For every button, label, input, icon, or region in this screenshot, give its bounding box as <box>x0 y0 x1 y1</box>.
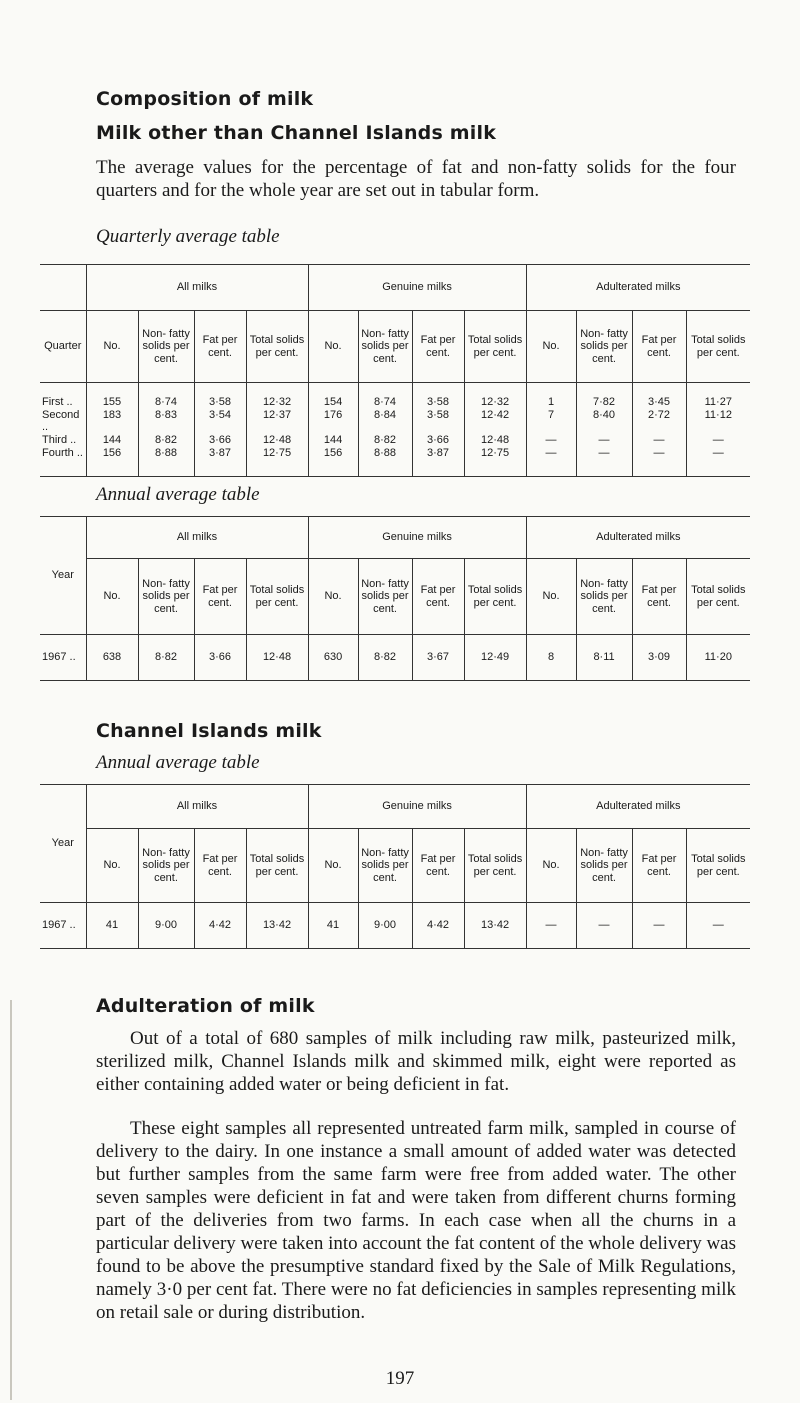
col-header-nonfatty: Non- fatty solids per cent. <box>358 829 412 903</box>
group-all-milks: All milks <box>86 785 308 829</box>
row-label: First .. <box>42 396 73 408</box>
table-cell: 7·82 <box>576 383 632 409</box>
table-cell: 183 <box>86 409 138 434</box>
table-cell: — <box>632 434 686 447</box>
col-header-fat: Fat per cent. <box>412 559 464 635</box>
table-cell: 3·58 <box>412 383 464 409</box>
col-header-total: Total solids per cent. <box>464 311 526 383</box>
group-genuine-milks: Genuine milks <box>308 265 526 311</box>
table-cell: 8·88 <box>358 447 412 477</box>
table-cell: 12·75 <box>464 447 526 477</box>
caption-annual: Annual average table <box>96 484 260 505</box>
row-label: Fourth .. <box>42 446 83 459</box>
table-cell: 4·42 <box>194 903 246 949</box>
table-cell: 638 <box>86 635 138 681</box>
table-cell: — <box>632 903 686 949</box>
col-header-nonfatty: Non- fatty solids per cent. <box>576 559 632 635</box>
col-header-nonfatty: Non- fatty solids per cent. <box>576 311 632 383</box>
col-header-total: Total solids per cent. <box>246 829 308 903</box>
table-cell: 1 <box>526 383 576 409</box>
col-header-fat: Fat per cent. <box>412 829 464 903</box>
blank-corner <box>40 265 86 311</box>
col-header-no: No. <box>308 559 358 635</box>
table-cell: 13·42 <box>464 903 526 949</box>
table-cell: 3·09 <box>632 635 686 681</box>
column-header-row <box>40 311 750 383</box>
heading-adulteration: Adulteration of milk <box>96 995 315 1017</box>
col-header-fat: Fat per cent. <box>632 311 686 383</box>
caption-ci-annual: Annual average table <box>96 752 260 773</box>
heading-other-than-ci: Milk other than Channel Islands milk <box>96 122 497 144</box>
table-cell: — <box>576 903 632 949</box>
table-cell: — <box>526 434 576 447</box>
table-cell: 8·84 <box>358 409 412 434</box>
ci-body <box>40 903 750 949</box>
row-label: Third .. <box>42 433 77 446</box>
table-cell: 41 <box>308 903 358 949</box>
col-header-no: No. <box>526 311 576 383</box>
table-cell: 4·42 <box>412 903 464 949</box>
col-header-nonfatty: Non- fatty solids per cent. <box>138 829 194 903</box>
row-label: 1967 .. <box>42 651 76 664</box>
table-cell: 13·42 <box>246 903 308 949</box>
table-cell: 8·83 <box>138 409 194 434</box>
col-header-no: No. <box>308 829 358 903</box>
row-label: 1967 .. <box>42 919 76 932</box>
heading-channel-islands: Channel Islands milk <box>96 720 322 742</box>
table-cell: 3·66 <box>194 635 246 681</box>
table-row <box>40 434 750 447</box>
table-cell: — <box>576 434 632 447</box>
col-header-total: Total solids per cent. <box>686 559 750 635</box>
col-header-total: Total solids per cent. <box>464 829 526 903</box>
col-header-fat: Fat per cent. <box>194 559 246 635</box>
table-cell: 154 <box>308 383 358 409</box>
table-cell: 9·00 <box>358 903 412 949</box>
table-cell: 3·58 <box>412 409 464 434</box>
table-cell: 8·88 <box>138 447 194 477</box>
binding-edge <box>10 1000 12 1400</box>
table-cell: 8 <box>526 635 576 681</box>
table-cell: 630 <box>308 635 358 681</box>
column-header-row <box>40 559 750 635</box>
table-cell: 3·45 <box>632 383 686 409</box>
table-cell: 9·00 <box>138 903 194 949</box>
col-header-nonfatty: Non- fatty solids per cent. <box>358 559 412 635</box>
table-cell: 12·75 <box>246 447 308 477</box>
table-cell: 3·87 <box>412 447 464 477</box>
quarter-header: Quarter <box>40 311 86 383</box>
table-cell: 12·48 <box>464 434 526 447</box>
col-header-nonfatty: Non- fatty solids per cent. <box>576 829 632 903</box>
table-cell: 8·82 <box>358 434 412 447</box>
col-header-fat: Fat per cent. <box>412 311 464 383</box>
col-header-no: No. <box>308 311 358 383</box>
table-row <box>40 635 750 681</box>
table-cell: 8·40 <box>576 409 632 434</box>
col-header-fat: Fat per cent. <box>632 829 686 903</box>
table-cell: — <box>686 434 750 447</box>
table-row <box>40 383 750 409</box>
table-cell: 12·48 <box>246 635 308 681</box>
col-header-no: No. <box>86 559 138 635</box>
column-header-row <box>40 829 750 903</box>
table-cell: 11·27 <box>686 383 750 409</box>
col-header-no: No. <box>526 559 576 635</box>
annual-body <box>40 635 750 681</box>
table-cell: 12·32 <box>464 383 526 409</box>
col-header-total: Total solids per cent. <box>464 559 526 635</box>
col-header-no: No. <box>526 829 576 903</box>
table-cell: 11·20 <box>686 635 750 681</box>
table-cell: 3·58 <box>194 383 246 409</box>
table-cell: 3·67 <box>412 635 464 681</box>
col-header-total: Total solids per cent. <box>686 829 750 903</box>
table-row <box>40 409 750 434</box>
table-cell: 41 <box>86 903 138 949</box>
col-header-total: Total solids per cent. <box>686 311 750 383</box>
table-cell: 7 <box>526 409 576 434</box>
col-header-nonfatty: Non- fatty solids per cent. <box>358 311 412 383</box>
table-cell: 8·82 <box>138 434 194 447</box>
group-adulterated-milks: Adulterated milks <box>526 785 750 829</box>
row-label: Second .. <box>42 408 80 433</box>
table-cell: 12·37 <box>246 409 308 434</box>
col-header-no: No. <box>86 311 138 383</box>
ci-annual-table <box>40 784 750 949</box>
group-adulterated-milks: Adulterated milks <box>526 517 750 559</box>
table-cell: — <box>526 447 576 477</box>
table-cell: — <box>576 447 632 477</box>
table-cell: 12·42 <box>464 409 526 434</box>
table-cell: 8·11 <box>576 635 632 681</box>
adulteration-paragraph-1: Out of a total of 680 samples of milk including raw milk, pasteurized milk, sterilized milk, Channel Islands milk and skimmed milk, eight were reported as either containing added water or being deficient in fat. <box>96 1028 736 1095</box>
col-header-nonfatty: Non- fatty solids per cent. <box>138 311 194 383</box>
table-cell: — <box>632 447 686 477</box>
table-cell: 11·12 <box>686 409 750 434</box>
table-cell: 8·74 <box>138 383 194 409</box>
table-cell: 3·66 <box>412 434 464 447</box>
table-cell: 3·87 <box>194 447 246 477</box>
table-row <box>40 447 750 477</box>
col-header-fat: Fat per cent. <box>632 559 686 635</box>
year-header: Year <box>40 517 86 635</box>
quarterly-body <box>40 383 750 477</box>
table-cell: 176 <box>308 409 358 434</box>
table-cell: 144 <box>308 434 358 447</box>
year-header: Year <box>40 785 86 903</box>
table-cell: 12·48 <box>246 434 308 447</box>
caption-quarterly: Quarterly average table <box>96 226 280 247</box>
adulteration-paragraph-2: These eight samples all represented untreated farm milk, sampled in course of delivery to the dairy. In one instance a small amount of added water was detected but further samples from the same farm were free from added water. The other seven samples were deficient in fat and were taken from different churns forming part of the deliveries from two farms. In each case when all the churns in a particular delivery were taken into account the fat content of the whole delivery was found to be above the presumptive standard fixed by the Sale of Milk Regulations, namely 3·0 per cent fat. There were no fat deficiencies in samples representing milk on retail sale or during distribution. <box>96 1118 736 1323</box>
col-header-no: No. <box>86 829 138 903</box>
table-cell: — <box>686 447 750 477</box>
col-header-fat: Fat per cent. <box>194 311 246 383</box>
intro-paragraph: The average values for the percentage of fat and non-fatty solids for the four quarters and for the whole year are set out in tabular form. <box>96 157 736 201</box>
table-cell: 156 <box>86 447 138 477</box>
table-cell: 2·72 <box>632 409 686 434</box>
col-header-fat: Fat per cent. <box>194 829 246 903</box>
group-adulterated-milks: Adulterated milks <box>526 265 750 311</box>
table-cell: — <box>526 903 576 949</box>
group-genuine-milks: Genuine milks <box>308 785 526 829</box>
table-cell: 155 <box>86 383 138 409</box>
table-cell: — <box>686 903 750 949</box>
table-cell: 12·49 <box>464 635 526 681</box>
col-header-nonfatty: Non- fatty solids per cent. <box>138 559 194 635</box>
table-cell: 3·54 <box>194 409 246 434</box>
heading-composition: Composition of milk <box>96 88 314 110</box>
table-cell: 8·82 <box>358 635 412 681</box>
table-cell: 8·82 <box>138 635 194 681</box>
group-all-milks: All milks <box>86 517 308 559</box>
group-genuine-milks: Genuine milks <box>308 517 526 559</box>
col-header-total: Total solids per cent. <box>246 559 308 635</box>
table-row <box>40 903 750 949</box>
table-cell: 144 <box>86 434 138 447</box>
table-cell: 12·32 <box>246 383 308 409</box>
table-cell: 156 <box>308 447 358 477</box>
quarterly-table <box>40 264 750 477</box>
table-cell: 3·66 <box>194 434 246 447</box>
group-all-milks: All milks <box>86 265 308 311</box>
page-number: 197 <box>385 1368 415 1389</box>
annual-table <box>40 516 750 681</box>
col-header-total: Total solids per cent. <box>246 311 308 383</box>
table-cell: 8·74 <box>358 383 412 409</box>
